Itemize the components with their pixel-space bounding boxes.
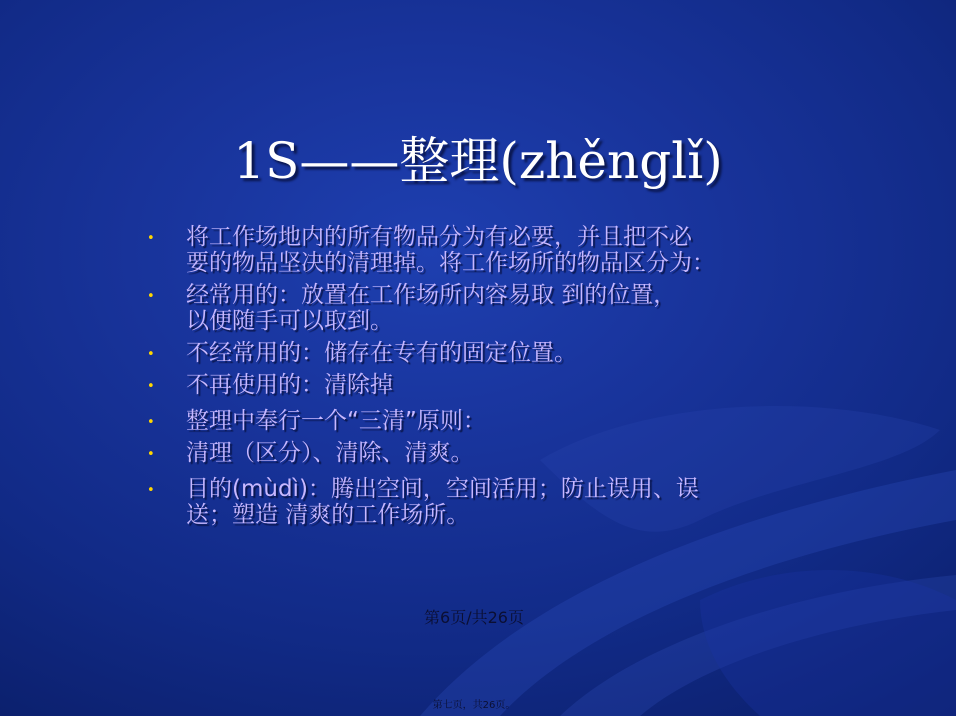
bullet-item (146, 372, 826, 398)
bullet-list (146, 224, 826, 528)
bullet-dot-icon: • (147, 483, 155, 498)
bullet-text-line: 清理（区分）、清除、清爽。 (186, 440, 474, 466)
bullet-dot-icon: • (147, 347, 155, 362)
bullet-item (146, 340, 826, 366)
bullet-item (146, 440, 826, 466)
bullet-dot-icon: • (147, 231, 155, 246)
bullet-text-line: 经常用的：放置在工作场所内容易取 到的位置， (186, 282, 677, 308)
bullet-dot-icon: • (147, 415, 155, 430)
bullet-text-line: 送；塑造 清爽的工作场所。 (186, 502, 470, 528)
bullet-item (146, 224, 826, 276)
bullet-item (146, 476, 826, 528)
bullet-text-line: 以便随手可以取到。 (186, 308, 393, 334)
bullet-item (146, 282, 826, 334)
bullet-item (146, 408, 826, 434)
bullet-text-line: 将工作场地内的所有物品分为有必要，并且把不必 (186, 224, 692, 250)
page-footnote: 第七页，共26页。 (432, 700, 516, 711)
bullet-dot-icon: • (147, 447, 155, 462)
slide-title: 1S——整理(zhěnglǐ) (233, 132, 723, 190)
bullet-text-line: 不经常用的：储存在专有的固定位置。 (186, 340, 577, 366)
bullet-text-line: 目的(mùdì)：腾出空间，空间活用；防止误用、误 (186, 476, 699, 502)
bullet-dot-icon: • (147, 379, 155, 394)
bullet-text-line: 整理中奉行一个“三清”原则： (186, 408, 486, 434)
bullet-text-line: 要的物品坚决的清理掉。将工作场所的物品区分为： (186, 250, 715, 276)
bullet-dot-icon: • (147, 289, 155, 304)
bullet-text-line: 不再使用的：清除掉 (186, 372, 393, 398)
page-number-label: 第6页/共26页 (424, 608, 524, 627)
